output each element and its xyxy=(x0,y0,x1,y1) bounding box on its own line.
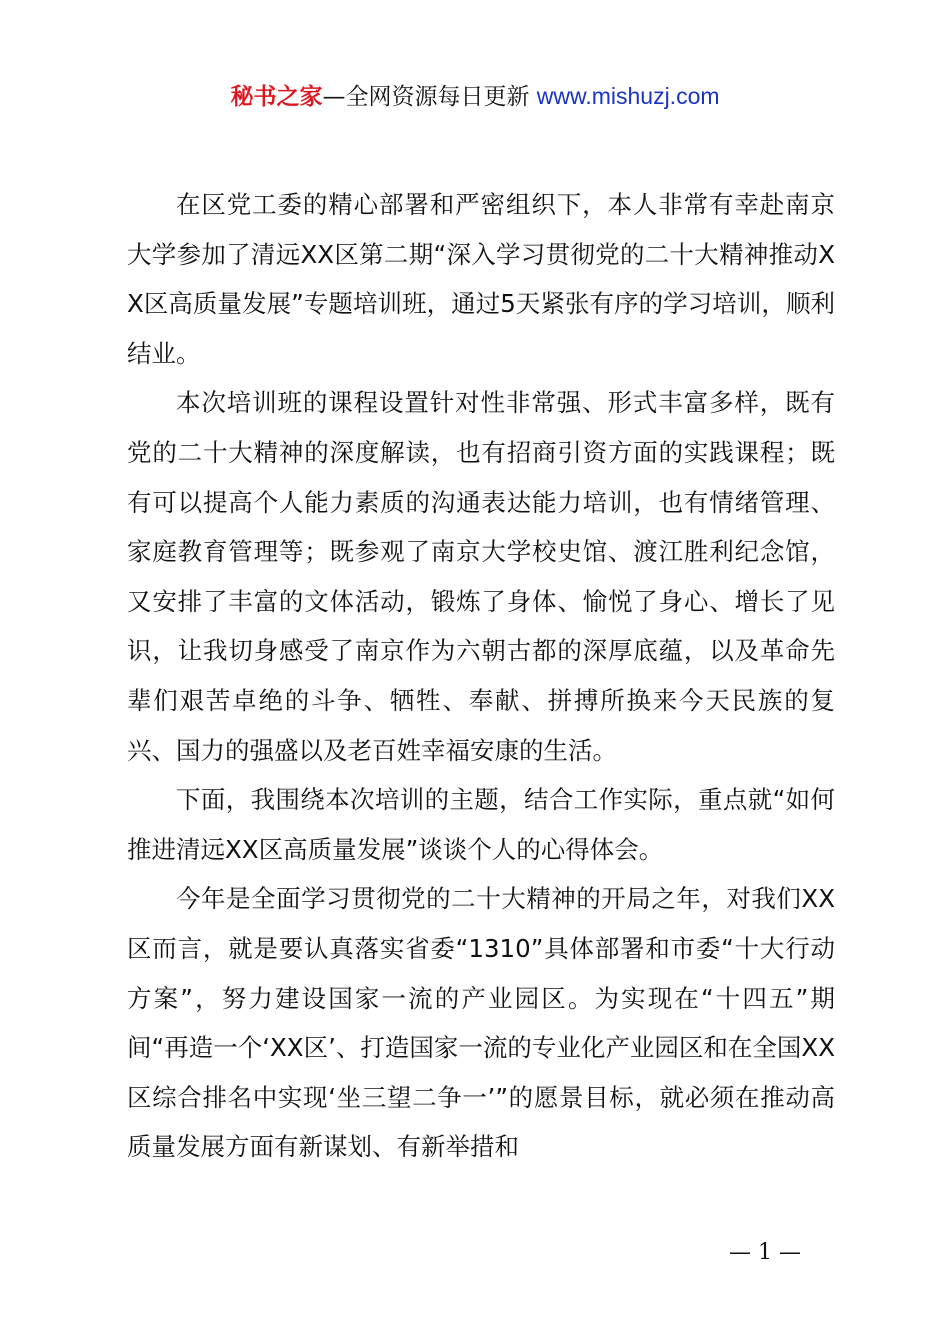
site-url-link[interactable]: www.mishuzj.com xyxy=(536,83,720,109)
paragraph-4: 今年是全面学习贯彻党的二十大精神的开局之年，对我们XX区而言，就是要认真落实省委“1310”具体部署和市委“十大行动方案”，努力建设国家一流的产业园区。为实现在“十四五”期间“再造一个‘XX区’、打造国家一流的专业化产业园区和在全国XX区综合排名中实现‘坐三望二争一’”的愿景目标，就必须在推动高质量发展方面有新谋划、有新举措和 xyxy=(127,884,835,1162)
paragraph-1: 在区党工委的精心部署和严密组织下，本人非常有幸赴南京大学参加了清远XX区第二期“深入学习贯彻党的二十大精神推动XX区高质量发展”专题培训班，通过5天紧张有序的学习培训，顺利结业。 xyxy=(127,190,835,368)
site-tagline: —全网资源每日更新 xyxy=(322,84,537,110)
document-body xyxy=(127,180,835,1172)
site-header xyxy=(0,80,950,113)
site-brand-name: 秘书之家 xyxy=(230,84,323,110)
page-number: — 1 — xyxy=(729,1240,801,1265)
paragraph-2: 本次培训班的课程设置针对性非常强、形式丰富多样，既有党的二十大精神的深度解读，也有招商引资方面的实践课程；既有可以提高个人能力素质的沟通表达能力培训，也有情绪管理、家庭教育管理等；既参观了南京大学校史馆、渡江胜利纪念馆，又安排了丰富的文体活动，锻炼了身体、愉悦了身心、增长了见识，让我切身感受了南京作为六朝古都的深厚底蕴，以及革命先辈们艰苦卓绝的斗争、牺牲、奉献、拼搏所换来今天民族的复兴、国力的强盛以及老百姓幸福安康的生活。 xyxy=(127,388,835,765)
paragraph-3: 下面，我围绕本次培训的主题，结合工作实际，重点就“如何推进清远XX区高质量发展”谈谈个人的心得体会。 xyxy=(127,785,835,864)
